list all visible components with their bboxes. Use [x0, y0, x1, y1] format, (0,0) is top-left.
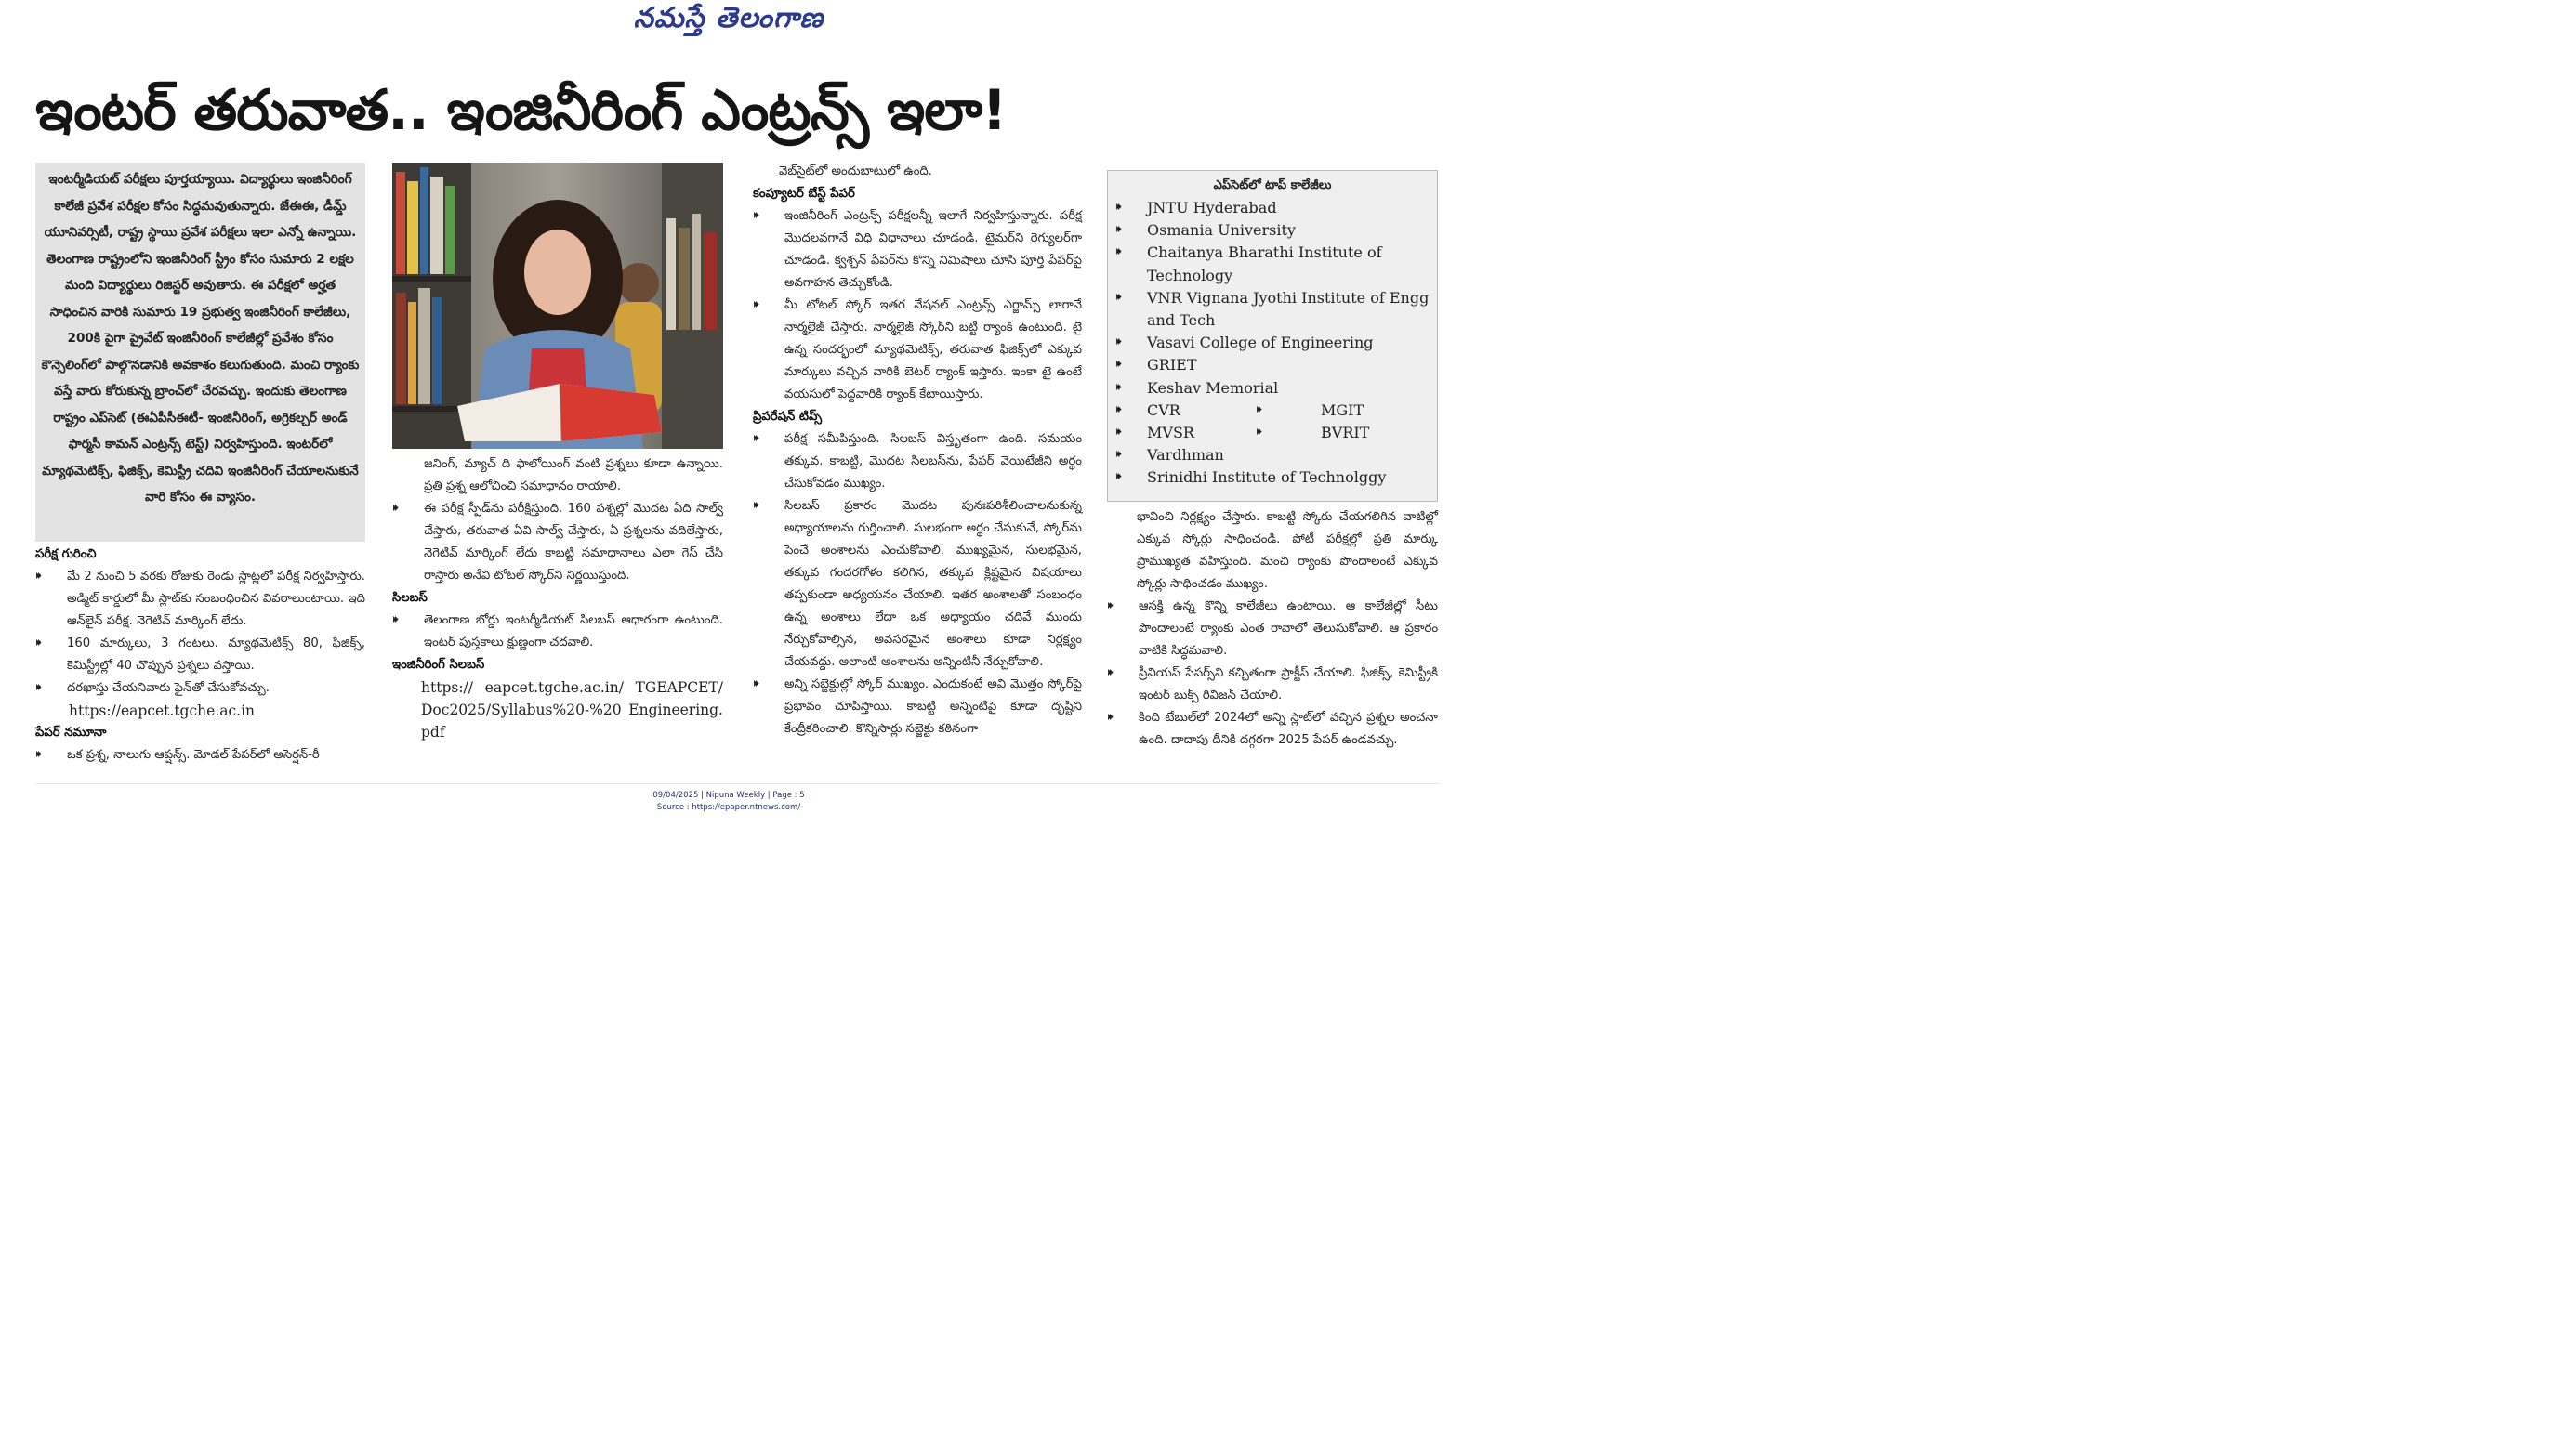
bullet-speed-test: ⏵⏵ ఈ పరీక్ష స్పీడ్‌ను పరీక్షిస్తుంది. 160 పశ్నల్లో మొదట ఏది సాల్వ్ చేస్తారు, తరువాత ఏవి సాల్వ్ చేస్తారు, ఏ ప్రశ్నలను వదిలేస్తారు, నెగెటివ్ మార్కింగ్ లేదు కాబట్టి సమాధానాలు ఎలా గెస్ చేసి రాస్తారు అనేవి టోటల్ స్కోర్‌ని నిర్ణయిస్తుంది. — [392, 498, 723, 587]
subheading-syllabus: సిలబస్ — [392, 591, 428, 605]
college-item: ⏵⏵ Vasavi College of Engineering — [1115, 332, 1430, 354]
subheading-preparation-tips: ప్రిపరేషన్ టిప్స్ — [753, 410, 823, 424]
subheading-engineering-syllabus: ఇంజినీరింగ్ సిలబస్ — [392, 658, 485, 672]
college-item: ⏵⏵ MVSR — [1115, 422, 1256, 444]
column-2 — [392, 453, 723, 743]
bullet-target-colleges: ⏵⏵ ఆసక్తి ఉన్న కొన్ని కాలేజీలు ఉంటాయి. ఆ కాలేజీల్లో సీటు పొందాలంటే ర్యాంకు ఎంత రావాలో తెలుసుకోవాలి. ఆ ప్రకారం వాటికి సిద్ధమవాలి. — [1107, 596, 1438, 662]
bullet-all-subjects: ⏵⏵ అన్ని సబ్జెక్టుల్లో స్కోర్ ముఖ్యం. ఎందుకంటే అవి మొత్తం స్కోర్‌పై ప్రభావం చూపిస్తాయి. కాబట్టి అన్నింటిపై కూడా దృష్టిని కేంద్రీకరించాలి. కొన్నిసార్లు సబ్జెక్టు కఠినంగా — [753, 674, 1082, 741]
bullet-syllabus: ⏵⏵ తెలంగాణ బోర్డు ఇంటర్మీడియట్ సిలబస్ ఆధారంగా ఉంటుంది. ఇంటర్ పుస్తకాలు క్షుణ్ణంగా చదవాలి. — [392, 610, 723, 654]
bullet-2024-table: ⏵⏵ కింది టేబుల్‌లో 2024లో అన్ని స్లాట్‌లో వచ్చిన ప్రశ్నల అంచనా ఉంది. దాదాపు దీనికి దగ్గరగా 2025 పేపర్ ఉండవచ్చు. — [1107, 707, 1438, 752]
college-item: ⏵⏵ CVR — [1115, 400, 1256, 422]
footer — [0, 790, 1457, 814]
paragraph-continued: జనింగ్, మ్యాచ్ ది ఫాలోయింగ్ వంటి ప్రశ్నలు కూడా ఉన్నాయి. ప్రతి ప్రశ్న ఆలోచించి సమాధానం రాయాలి. — [424, 457, 723, 493]
bullet-paper-pattern: ⏵⏵ ఒక ప్రశ్న, నాలుగు ఆప్షన్స్. మోడల్ పేపర్‌లో అసెర్షన్-రీ — [35, 744, 365, 767]
column-3 — [753, 161, 1082, 741]
college-item: ⏵⏵ BVRIT — [1256, 422, 1430, 444]
college-item: ⏵⏵ Chaitanya Bharathi Institute of Technology — [1115, 242, 1430, 286]
syllabus-url: https:// eapcet.tgche.ac.in/ TGEAPCET/ Doc2025/Syllabus%20-%20 Engineering. pdf — [421, 679, 723, 741]
bullet-previous-papers: ⏵⏵ ప్రీవియస్ పేపర్స్‌ని కచ్చితంగా ప్రాక్టీస్ చేయాలి. ఫిజిక్స్, కెమిస్ట్రీకి ఇంటర్ బుక్స్ రివిజన్ చేయాలి. — [1107, 662, 1438, 707]
college-item: ⏵⏵ GRIET — [1115, 354, 1430, 376]
intro-box — [35, 163, 365, 542]
college-item: ⏵⏵ VNR Vignana Jyothi Institute of Engg and Tech — [1115, 287, 1430, 332]
college-item: ⏵⏵ JNTU Hyderabad — [1115, 197, 1430, 219]
bullet-normalization: ⏵⏵ మీ టోటల్ స్కోర్ ఇతర నేషనల్ ఎంట్రన్స్ ఎగ్జామ్స్ లాగానే నార్మలైజ్ చేస్తారు. నార్మలైజ్ స్కోర్‌ని బట్టి ర్యాంక్ ఉంటుంది. టై ఉన్న సందర్భంలో మ్యాథమెటిక్స్, తరువాత ఫిజిక్స్‌లో ఎక్కువ మార్కులు వచ్చిన వారికి బెటర్ ర్యాంక్ ఇస్తారు. ఇంకా టై ఉంటే వయసులో పెద్దవారికి ర్యాంక్ కేటాయిస్తారు. — [753, 295, 1082, 406]
top-colleges-box — [1107, 170, 1438, 502]
college-item: ⏵⏵ Osmania University — [1115, 219, 1430, 242]
column-4 — [1107, 506, 1438, 752]
intro-text: ఇంటర్మీడియట్ పరీక్షలు పూర్తయ్యాయి. విద్యార్థులు ఇంజినీరింగ్ కాలేజీ ప్రవేశ పరీక్షల కోసం సిద్ధమవుతున్నారు. జేఈఈ, డీమ్డ్ యూనివర్సిటీ, రాష్ట్ర స్థాయి ప్రవేశ పరీక్షలు ఇలా ఎన్నో ఉన్నాయి. తెలంగాణ రాష్ట్రంలోని ఇంజినీరింగ్ స్ట్రీం కోసం సుమారు 2 లక్షల మంది విద్యార్థులు రిజిస్టర్ అవుతారు. ఈ పరీక్షలో అర్హత సాధించిన వారికి సుమారు 19 ప్రభుత్వ ఇంజినీరింగ్ కాలేజీలు, 200కి పైగా ప్రైవేట్ ఇంజినీరింగ్ కాలేజీల్లో ప్రవేశం కోసం కౌన్సెలింగ్‌లో పాల్గొనడానికి అవకాశం కలుగుతుంది. మంచి ర్యాంకు వస్తే వారు కోరుకున్న బ్రాంచ్‌లో చేరవచ్చు. ఇందుకు తెలంగాణ రాష్ట్రం ఎప్‌సెట్ (ఈఏపీసీఈటీ- ఇంజినీరింగ్, అగ్రికల్చర్ అండ్ ఫార్మసీ కామన్ ఎంట్రన్స్ టెస్ట్) నిర్వహిస్తుంది. ఇంటర్‌లో మ్యాథమెటిక్స్, ఫిజిక్స్, కెమిస్ట్రీ చదివి ఇంజినీరింగ్ చేయాలనుకునే వారి కోసం ఈ వ్యాసం. — [41, 172, 360, 505]
eapcet-url: https://eapcet.tgche.ac.in — [69, 702, 256, 719]
bullet-marks: ⏵⏵ 160 మార్కులు, 3 గంటలు. మ్యాథమెటిక్స్ 80, ఫిజిక్స్, కెమిస్ట్రీల్లో 40 చొప్పున ప్రశ్నలు వస్తాయి. — [35, 633, 365, 677]
college-item: ⏵⏵ Keshav Memorial — [1115, 377, 1430, 400]
college-pair-row — [1115, 400, 1430, 422]
subheading-cbt: కంప్యూటర్ బేస్ట్ పేపర్ — [753, 187, 855, 201]
bullet-syllabus-weightage: ⏵⏵ పరీక్ష సమీపిస్తుంది. సిలబస్ విస్తృతంగా ఉంది. సమయం తక్కువ. కాబట్టి, మొదట సిలబస్‌ను, పేపర్ వెయిటేజీని అర్థం చేసుకోవడం ముఖ్యం. — [753, 428, 1082, 495]
subheading-paper-pattern: పేపర్ నమూనా — [35, 726, 107, 740]
college-pair-row — [1115, 422, 1430, 444]
footer-source-line: Source : https://epaper.ntnews.com/ — [656, 803, 801, 812]
college-item: ⏵⏵ Srinidhi Institute of Technolggy — [1115, 466, 1430, 489]
bullet-chapters: ⏵⏵ సిలబస్ ప్రకారం మొదట పునఃపరిశీలించాలనుకున్న అధ్యాయాలను గుర్తించాలి. సులభంగా అర్థం చేసుకునే, స్కోర్‌ను పెంచే అంశాలను ఎంచుకోవాలి. ముఖ్యమైన, సులభమైన, తక్కువ గందరగోళం కలిగిన, తక్కువ క్లిష్టమైన విషయాలు తప్పకుండా అధ్యయనం చేయాలి. ఇతర అంశాలతో సంబంధం ఉన్న అంశాలు లేదా ఒక అధ్యాయం చదివే ముందు నేర్చుకోవాల్సిన, అవసరమైన అంశాలు కూడా నిర్లక్ష్యం చేయవద్దు. అలాంటి అంశాలను అన్నింటినీ నేర్చుకోవాలి. — [753, 495, 1082, 674]
bullet-cbt: ⏵⏵ ఇంజినీరింగ్ ఎంట్రన్స్ పరీక్షలన్నీ ఇలాగే నిర్వహిస్తున్నారు. పరీక్ష మొదలవగానే విధి విధానాలు చూడండి. టైమర్‌ని రెగ్యులర్‌గా చూడండి. క్వశ్చన్ పేపర్‌ను కొన్ని నిమిషాలు చూసి పూర్తి పేపర్‌పై అవగాహన తెచ్చుకోండి. — [753, 205, 1082, 295]
subheading-exam-info: పరీక్ష గురించి — [35, 547, 97, 561]
student-reading-photo — [392, 163, 723, 449]
masthead-logo: నమస్తే తెలంగాణ — [633, 2, 824, 34]
college-item: ⏵⏵ Vardhman — [1115, 444, 1430, 466]
footer-divider — [35, 783, 1439, 784]
paragraph-website: వెబ్‌సైట్‌లో అందుబాటులో ఉంది. — [779, 164, 932, 178]
college-item: ⏵⏵ MGIT — [1256, 400, 1430, 422]
headline: ఇంటర్ తరువాత.. ఇంజినీరింగ్ ఎంట్రన్స్ ఇలా! — [35, 78, 1007, 143]
footer-edition-line: 09/04/2025 | Nipuna Weekly | Page : 5 — [652, 791, 805, 800]
column-1 — [35, 544, 365, 767]
paragraph-continued: భావించి నిర్లక్ష్యం చేస్తారు. కాబట్టి స్కోరు చేయగలిగిన వాటిల్లో ఎక్కువ స్కోర్లు సాధించండి. పోటీ పరీక్షల్లో ప్రతి మార్కు ప్రాముఖ్యత వహిస్తుంది. మంచి ర్యాంకు పొందాలంటే ఎక్కువ స్కోర్లు సాధించడం ముఖ్యం. — [1137, 510, 1438, 591]
top-colleges-title: ఎప్‌సెట్‌లో టాప్ కాలేజీలు — [1213, 178, 1332, 192]
bullet-late-fee: ⏵⏵ దరఖాస్తు చేయనివారు ఫైన్‌తో చేసుకోవచ్చు. — [35, 677, 365, 700]
bullet-exam-schedule: ⏵⏵ మే 2 నుంచి 5 వరకు రోజుకు రెండు స్లాట్లలో పరీక్ష నిర్వహిస్తారు. అడ్మిట్ కార్డులో మీ స్లాట్‌కు సంబంధించిన వివరాలుంటాయి. ఇది ఆన్‌లైన్ పరీక్ష. నెగెటివ్ మార్కింగ్ లేదు. — [35, 566, 365, 633]
